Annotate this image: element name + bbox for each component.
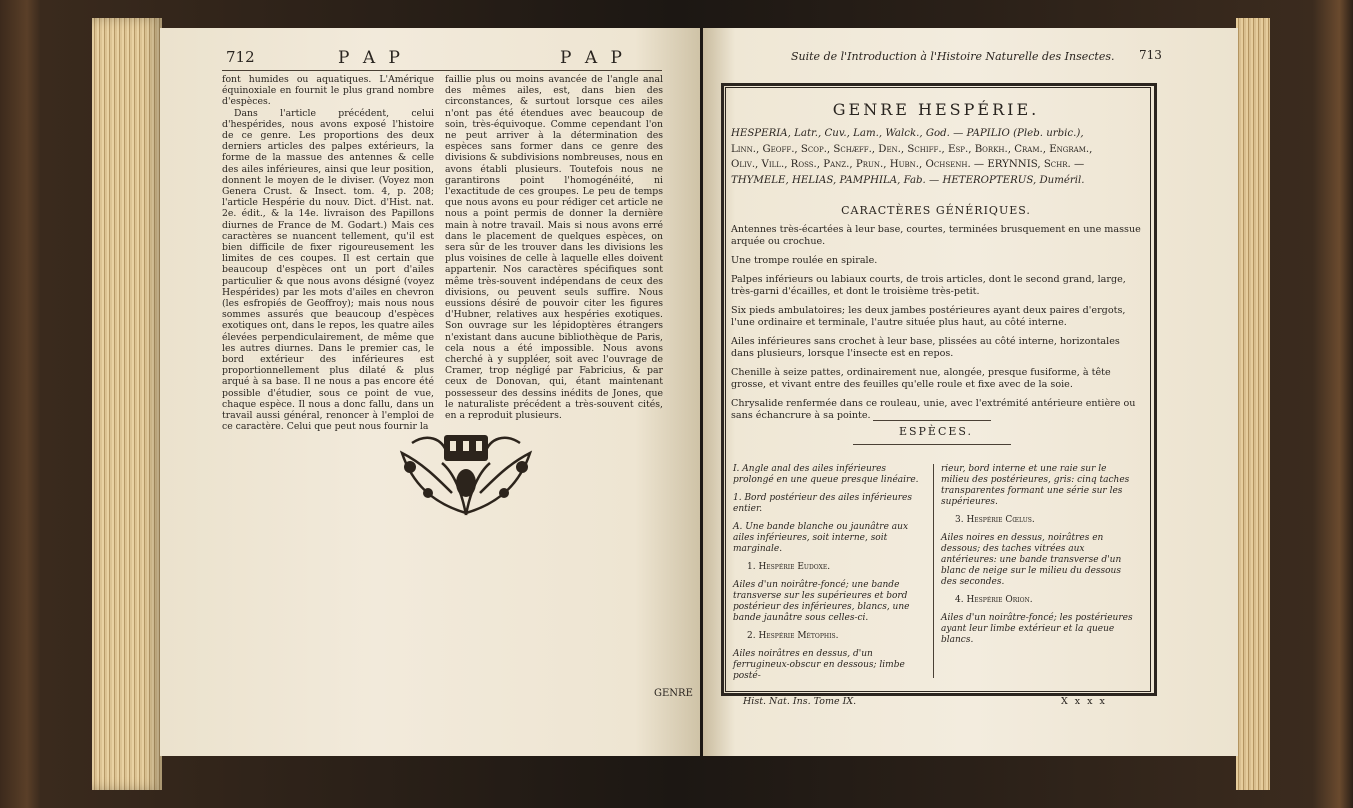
characters-list xyxy=(731,224,1141,429)
character-item: Antennes très-écartées à leur base, courtes, terminées brusquement en une massue arquée ou crochue. xyxy=(731,224,1141,247)
species-entry: Ailes noires en dessus, noirâtres en dessous; des taches vitrées aux antérieures: une bande transverse d'un blanc de neige sur le milieu du dessous des secondes. xyxy=(941,533,1122,587)
species-column-1 xyxy=(733,464,923,689)
fleuron-ornament xyxy=(392,423,540,523)
species-entry: Ailes d'un noirâtre-foncé; les postérieures ayant leur limbe extérieur et la queue blancs. xyxy=(941,613,1133,645)
synonymy-line: HESPERIA, Latr., Cuv., Lam., Walck., God. — PAPILIO (Pleb. urbic.), xyxy=(731,128,1084,139)
species-column-divider xyxy=(933,464,934,678)
catchword: GENRE xyxy=(654,688,693,699)
characters-heading: CARACTÈRES GÉNÉRIQUES. xyxy=(841,204,1031,217)
paragraph: Dans l'article précédent, celui d'hespérides, nous avons exposé l'histoire de ce genre. Les proportions des deux derniers articles des palpes extérieurs, la forme de la massue des antennes & celle des ailes inférieures, ainsi que leur position, donnent le moyen de le diviser. (Voyez mon Genera Crust. & Insect. tom. 4, p. 208; l'article Hespérie du nouv. Dict. d'Hist. nat. 2e. édit., & la 14e. livraison des Papillons diurnes de France de M. Godart.) Mais ces caractères se nuancent tellement, qu'il est bien difficile de fixer rigoureusement les limites de ces coupes. Il est certain que beaucoup d'espèces ont un port d'ailes particulier & que nous avons désigné (voyez Hespérides) par les mots d'ailes en chevron (les esfropiés de Geoffroy); mais nous nous sommes assurés que beaucoup d'espèces exotiques ont, dans le repos, les quatre ailes élevées perpendiculairement, de même que les autres diurnes. Dans le premier cas, le bord extérieur des inférieures est proportionnellement plus dilaté & plus arqué à sa base. Il ne nous a pas encore été possible d'étudier, sous ce point de vue, chaque espèce. Il nous a donc fallu, dans un travail aussi général, renoncer à l'emploi de ce caractère. Celui que peut nous fournir la xyxy=(222,107,434,433)
character-item: Six pieds ambulatoires; les deux jambes postérieures ayant deux paires d'ergots, l'une ordinaire et terminale, l'autre située plus haut, au côté interne. xyxy=(731,305,1126,328)
species-name: 3. Hespérie Cœlus. xyxy=(955,515,1035,525)
species-entry: A. Une bande blanche ou jaunâtre aux ailes inférieures, soit interne, soit marginale. xyxy=(733,522,909,554)
right-running-head: Suite de l'Introduction à l'Histoire Naturelle des Insectes. xyxy=(791,50,1115,63)
left-running-head-2: P A P xyxy=(560,48,626,68)
right-page xyxy=(703,28,1238,756)
footer-signature-left: Hist. Nat. Ins. Tome IX. xyxy=(743,696,857,707)
right-page-edges xyxy=(1236,18,1270,790)
species-entry: I. Angle anal des ailes inférieures prolongé en une queue presque linéaire. xyxy=(733,464,919,485)
species-rule-top xyxy=(873,420,991,421)
paragraph: font humides ou aquatiques. L'Amérique équinoxiale en fournit le plus grand nombre d'espèces. xyxy=(222,74,434,108)
left-page-number: 712 xyxy=(226,48,255,66)
synonymy-line: THYMELE, HELIAS, PAMPHILA, Fab. — HETEROPTERUS, Duméril. xyxy=(731,174,1085,186)
head-rule xyxy=(222,70,662,71)
character-item: Chrysalide renfermée dans ce rouleau, unie, avec l'extrémité antérieure entière ou sans échancrure à sa pointe. xyxy=(731,398,1136,421)
synonymy-line: Oliv., Vill., Ross., Panz., Prun., Hubn., Ochsenh. — ERYNNIS, Schr. — xyxy=(731,159,1085,170)
species-heading: ESPÈCES. xyxy=(898,425,974,438)
left-page-edges xyxy=(92,18,162,790)
left-text-column-2 xyxy=(445,74,663,421)
species-rule-bottom xyxy=(853,444,1011,445)
species-column-2 xyxy=(941,464,1137,653)
right-page-number: 713 xyxy=(1139,48,1162,62)
character-item: Ailes inférieures sans crochet à leur base, plissées au côté interne, horizontales dans plusieurs, lorsque l'insecte est en repos. xyxy=(731,336,1120,359)
species-name: 2. Hespérie Métophis. xyxy=(747,631,839,641)
footer-signature-right: X x x x xyxy=(1061,696,1107,707)
species-entry: 1. Bord postérieur des ailes inférieures entier. xyxy=(733,493,912,514)
genre-title: GENRE HESPÉRIE. xyxy=(832,100,1040,119)
paragraph: faillie plus ou moins avancée de l'angle anal des mêmes ailes, est, dans bien des circonstances, & surtout lorsque ces ailes n'ont pas été étendues avec beaucoup de soin, très-équivoque. Comme cependant l'on ne peut arriver à la détermination des espèces sans former dans ce genre des divisions & subdivisions nombreuses, nous en avons établi plusieurs. Toutefois nous ne garantirons point l'homogénéité, ni l'exactitude de ces groupes. Le peu de temps que nous avons eu pour rédiger cet article ne nous a point permis de donner la dernière main à notre travail. Mais si nous avons erré dans le placement de quelques espèces, on sera sûr de les trouver dans les divisions les plus voisines de celle à laquelle elles doivent appartenir. Nos caractères spécifiques sont même très-souvent indépendans de ceux des divisions, ou peuvent seuls suffire. Nous eussions désiré de pouvoir citer les figures d'Hubner, relatives aux hespéries exotiques. Son ouvrage sur les lépidoptères étrangers n'existant dans aucune bibliothèque de Paris, cela nous a été impossible. Nous avons cherché à y suppléer, soit avec l'ouvrage de Cramer, trop négligé par Fabricius, & par ceux de Donovan, qui, étant maintenant possesseur des dessins inédits de Jones, que le naturaliste précédent a très-souvent cités, en a reproduit plusieurs. xyxy=(445,74,663,422)
left-running-head-1: P A P xyxy=(338,48,404,68)
species-name: 1. Hespérie Eudoxe. xyxy=(747,562,831,572)
species-name: 4. Hespérie Orion. xyxy=(955,595,1033,605)
synonymy-block xyxy=(731,126,1141,188)
synonymy-line: Linn., Geoff., Scop., Schæff., Den., Schiff., Esp., Borkh., Cram., Engram., xyxy=(731,143,1093,155)
species-entry: Ailes d'un noirâtre-foncé; une bande transverse sur les supérieures et bord postérieur des inférieures, blancs, une bande jaunâtre sous celles-ci. xyxy=(733,580,910,623)
left-page xyxy=(160,28,700,756)
character-item: Une trompe roulée en spirale. xyxy=(731,255,878,266)
left-text-column-1 xyxy=(222,74,434,433)
species-entry: rieur, bord interne et une raie sur le milieu des postérieures, gris: cinq taches transparentes formant une série sur les supérieures. xyxy=(941,464,1130,507)
character-item: Chenille à seize pattes, ordinairement nue, alongée, presque fusiforme, à tête grosse, et vivant entre des feuilles qu'elle roule et fixe avec de la soie. xyxy=(731,367,1111,390)
character-item: Palpes inférieurs ou labiaux courts, de trois articles, dont le second grand, large, très-garni d'écailles, et dont le troisième très-petit. xyxy=(731,274,1126,297)
species-entry: Ailes noirâtres en dessus, d'un ferrugineux-obscur en dessous; limbe posté- xyxy=(733,649,905,681)
